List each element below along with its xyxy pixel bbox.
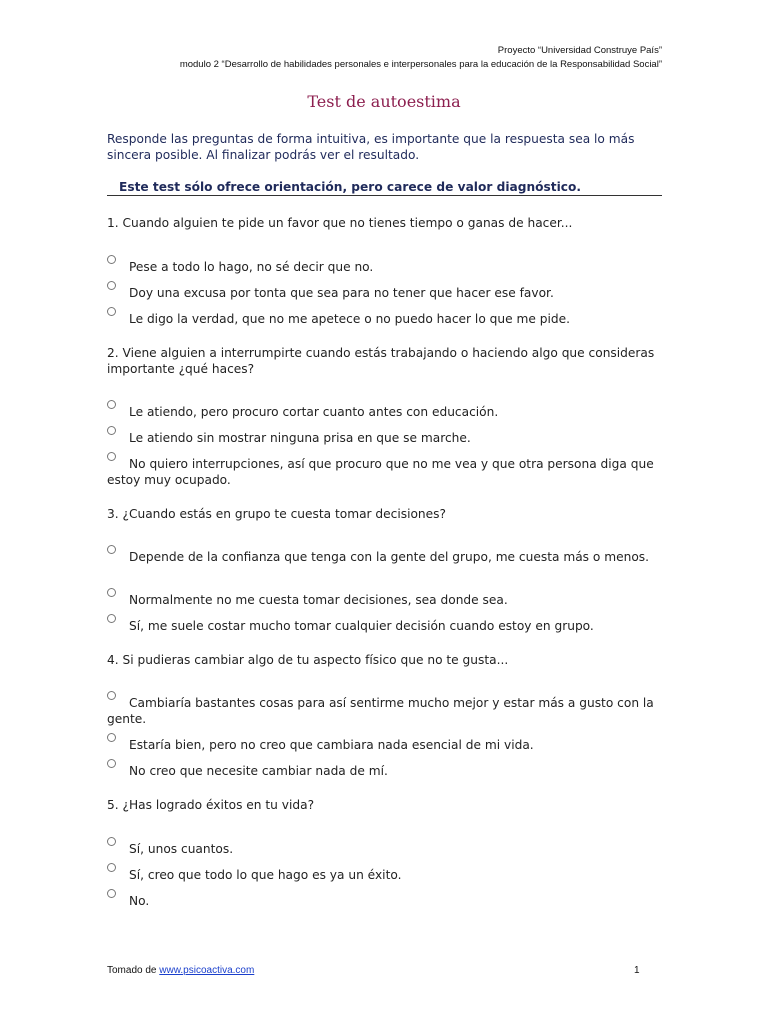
option-label: Depende de la confianza que tenga con la gente del grupo, me cuesta más o menos. xyxy=(129,550,649,564)
option-label: Le atiendo, pero procuro cortar cuanto antes con educación. xyxy=(129,405,499,419)
radio-button[interactable] xyxy=(107,614,116,623)
option-label: Normalmente no me cuesta tomar decisiones, sea donde sea. xyxy=(129,593,508,607)
option-label: Estaría bien, pero no creo que cambiara nada esencial de mi vida. xyxy=(129,738,534,752)
intro-text: Responde las preguntas de forma intuitiva, es importante que la respuesta sea lo más sincera posible. Al finalizar podrás ver el resultado. xyxy=(107,132,635,162)
footer-source xyxy=(107,965,254,976)
radio-button[interactable] xyxy=(107,281,116,290)
option-1b[interactable] xyxy=(107,285,667,301)
question-3: 3. ¿Cuando estás en grupo te cuesta tomar decisiones? xyxy=(107,507,446,521)
option-4b[interactable] xyxy=(107,737,667,753)
option-3b[interactable] xyxy=(107,592,667,608)
option-label: Doy una excusa por tonta que sea para no tener que hacer ese favor. xyxy=(129,286,554,300)
option-label: Le atiendo sin mostrar ninguna prisa en que se marche. xyxy=(129,431,471,445)
radio-button[interactable] xyxy=(107,452,116,461)
option-1a[interactable] xyxy=(107,259,667,275)
radio-button[interactable] xyxy=(107,588,116,597)
question-5: 5. ¿Has logrado éxitos en tu vida? xyxy=(107,798,315,812)
option-label: Pese a todo lo hago, no sé decir que no. xyxy=(129,260,374,274)
option-2b[interactable] xyxy=(107,430,667,446)
radio-button[interactable] xyxy=(107,759,116,768)
option-5c[interactable] xyxy=(107,893,667,909)
option-label: Sí, creo que todo lo que hago es ya un éxito. xyxy=(129,868,402,882)
option-label: Sí, me suele costar mucho tomar cualquier decisión cuando estoy en grupo. xyxy=(129,619,594,633)
option-4a[interactable] xyxy=(107,695,667,727)
option-label: No quiero interrupciones, así que procuro que no me vea y que otra persona diga que estoy muy ocupado. xyxy=(107,457,654,487)
radio-button[interactable] xyxy=(107,733,116,742)
header-module-line: modulo 2 “Desarrollo de habilidades personales e interpersonales para la educación de la Responsabilidad Social” xyxy=(179,59,662,70)
option-5a[interactable] xyxy=(107,841,667,857)
option-5b[interactable] xyxy=(107,867,667,883)
option-3c[interactable] xyxy=(107,618,667,634)
option-label: No. xyxy=(129,894,150,908)
radio-button[interactable] xyxy=(107,255,116,264)
radio-button[interactable] xyxy=(107,889,116,898)
radio-button[interactable] xyxy=(107,837,116,846)
disclaimer-text: Este test sólo ofrece orientación, pero carece de valor diagnóstico. xyxy=(107,180,662,196)
option-2a[interactable] xyxy=(107,404,667,420)
page-title: Test de autoestima xyxy=(307,92,461,111)
header-project-line: Proyecto “Universidad Construye País” xyxy=(497,45,662,56)
option-2c[interactable] xyxy=(107,456,667,488)
option-label: Le digo la verdad, que no me apetece o no puedo hacer lo que me pide. xyxy=(129,312,570,326)
option-1c[interactable] xyxy=(107,311,667,327)
source-link[interactable]: www.psicoactiva.com xyxy=(159,965,255,976)
radio-button[interactable] xyxy=(107,400,116,409)
question-4: 4. Si pudieras cambiar algo de tu aspecto físico que no te gusta... xyxy=(107,653,509,667)
radio-button[interactable] xyxy=(107,307,116,316)
question-1: 1. Cuando alguien te pide un favor que no tienes tiempo o ganas de hacer... xyxy=(107,216,573,230)
radio-button[interactable] xyxy=(107,863,116,872)
footer-prefix: Tomado de xyxy=(107,965,160,976)
option-4c[interactable] xyxy=(107,763,667,779)
option-label: Sí, unos cuantos. xyxy=(129,842,234,856)
question-2: 2. Viene alguien a interrumpirte cuando estás trabajando o haciendo algo que consideras importante ¿qué haces? xyxy=(107,346,655,376)
option-3a[interactable] xyxy=(107,549,667,565)
radio-button[interactable] xyxy=(107,426,116,435)
option-label: Cambiaría bastantes cosas para así sentirme mucho mejor y estar más a gusto con la gente. xyxy=(107,696,654,726)
radio-button[interactable] xyxy=(107,691,116,700)
page-number: 1 xyxy=(634,965,640,976)
option-label: No creo que necesite cambiar nada de mí. xyxy=(129,764,388,778)
radio-button[interactable] xyxy=(107,545,116,554)
